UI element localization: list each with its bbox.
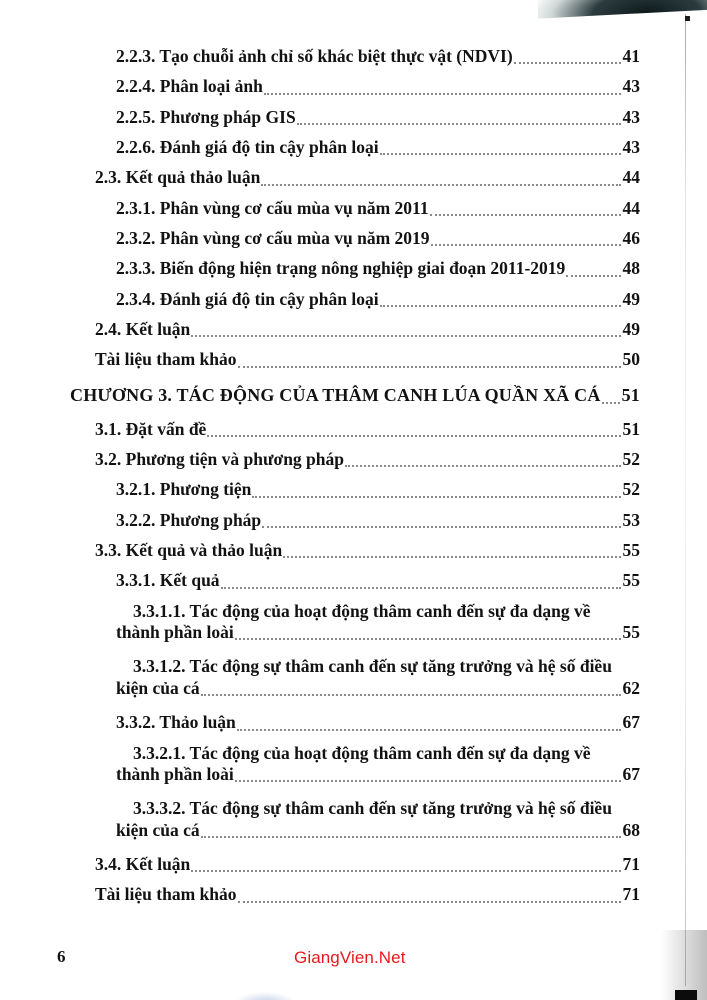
toc-page-number: 52 xyxy=(622,449,640,470)
toc-page-number: 43 xyxy=(622,106,640,127)
dot-leader xyxy=(283,556,620,558)
toc-entry-label: 2.3.4. Đánh giá độ tin cậy phân loại xyxy=(116,288,379,309)
table-of-contents xyxy=(0,46,707,915)
toc-entry-label-continued xyxy=(116,820,640,841)
toc-entry-label: Tài liệu tham khảo xyxy=(95,349,237,370)
toc-page-number: 55 xyxy=(622,570,640,591)
toc-entry[interactable] xyxy=(0,228,707,249)
toc-entry[interactable] xyxy=(0,798,707,841)
toc-entry[interactable] xyxy=(0,601,707,644)
toc-entry[interactable] xyxy=(0,137,707,158)
dot-leader xyxy=(380,153,621,155)
toc-page-number: 62 xyxy=(622,677,640,698)
toc-entry-label: 3.2.2. Phương pháp xyxy=(116,509,262,530)
toc-entry-label: 2.2.3. Tạo chuỗi ảnh chỉ số khác biệt thực vật (NDVI) xyxy=(116,46,513,66)
toc-entry-label-text: kiện của cá xyxy=(116,819,200,840)
toc-page-number: 44 xyxy=(622,197,640,218)
toc-entry-label: 2.3.2. Phân vùng cơ cấu mùa vụ năm 2019 xyxy=(116,228,430,249)
scan-corner-mark xyxy=(685,16,690,21)
toc-entry-label-text: thành phần loài xyxy=(116,763,234,784)
toc-entry[interactable] xyxy=(0,385,707,407)
scan-shadow-bottom-right xyxy=(661,930,707,1000)
toc-entry-label: 3.2. Phương tiện và phương pháp xyxy=(95,449,344,470)
scan-artifact-bottom xyxy=(235,992,295,1000)
toc-entry-label: 3.3.2. Thảo luận xyxy=(116,712,236,733)
toc-entry-label: 3.1. Đặt vấn đề xyxy=(95,418,207,439)
toc-entry-label-continued xyxy=(116,622,640,643)
dot-leader xyxy=(252,496,620,498)
toc-page-number: 55 xyxy=(622,540,640,561)
toc-page-number: 46 xyxy=(622,228,640,249)
dot-leader xyxy=(431,244,621,246)
toc-entry-label-text: thành phần loài xyxy=(116,622,234,643)
toc-page-number: 71 xyxy=(622,853,640,874)
toc-entry-label: 3.2.1. Phương tiện xyxy=(116,479,252,500)
toc-entry-label-text: kiện của cá xyxy=(116,677,200,698)
toc-entry-label: CHƯƠNG 3. TÁC ĐỘNG CỦA THÂM CANH LÚA QUẦN XÃ CÁ xyxy=(70,384,601,405)
toc-page-number: 43 xyxy=(622,137,640,158)
toc-entry[interactable] xyxy=(0,419,707,440)
toc-entry[interactable] xyxy=(0,167,707,188)
dot-leader xyxy=(207,435,620,437)
toc-entry-label: 3.3.3.2. Tác động sự thâm canh đến sự tăng trưởng và hệ số điều xyxy=(133,798,612,819)
toc-entry[interactable] xyxy=(0,884,707,905)
toc-entry-label: 2.3. Kết quả thảo luận xyxy=(95,167,261,188)
dot-leader xyxy=(235,638,621,640)
toc-entry-label: 3.3.1.1. Tác động của hoạt động thâm canh đến sự đa dạng về xyxy=(133,600,591,621)
dot-leader xyxy=(238,901,621,903)
toc-entry[interactable] xyxy=(0,349,707,370)
dot-leader xyxy=(380,305,621,307)
dot-leader xyxy=(566,275,620,277)
toc-entry[interactable] xyxy=(0,76,707,97)
toc-entry-label: 3.3. Kết quả và thảo luận xyxy=(95,540,283,561)
toc-entry[interactable] xyxy=(0,570,707,591)
toc-page-number: 41 xyxy=(622,46,640,66)
toc-entry-label: Tài liệu tham khảo xyxy=(95,884,237,905)
toc-page-number: 67 xyxy=(622,763,640,784)
toc-entry[interactable] xyxy=(0,656,707,699)
toc-page-number: 52 xyxy=(622,479,640,500)
toc-page-number: 51 xyxy=(622,418,640,439)
toc-page-number: 49 xyxy=(622,288,640,309)
dot-leader xyxy=(514,62,621,64)
toc-page-number: 43 xyxy=(622,76,640,97)
toc-page-number: 67 xyxy=(622,712,640,733)
dot-leader xyxy=(264,93,621,95)
toc-entry[interactable] xyxy=(0,449,707,470)
toc-page-number: 48 xyxy=(622,258,640,279)
toc-page-number: 49 xyxy=(622,319,640,340)
toc-entry-label: 2.2.6. Đánh giá độ tin cậy phân loại xyxy=(116,137,379,158)
toc-entry-label: 2.2.4. Phân loại ảnh xyxy=(116,76,263,97)
dot-leader xyxy=(430,214,621,216)
toc-entry[interactable] xyxy=(0,107,707,128)
dot-leader xyxy=(237,729,621,731)
toc-entry-label: 3.3.2.1. Tác động của hoạt động thâm canh đến sự đa dạng về xyxy=(133,742,591,763)
toc-entry-label: 3.3.1. Kết quả xyxy=(116,570,220,591)
toc-entry[interactable] xyxy=(0,319,707,340)
toc-entry[interactable] xyxy=(0,289,707,310)
toc-page-number: 68 xyxy=(622,819,640,840)
toc-page-number: 55 xyxy=(622,622,640,643)
toc-entry[interactable] xyxy=(0,540,707,561)
toc-entry[interactable] xyxy=(0,479,707,500)
scan-shadow-top-right xyxy=(536,0,707,19)
toc-entry[interactable] xyxy=(0,46,707,67)
dot-leader xyxy=(221,587,621,589)
toc-entry[interactable] xyxy=(0,198,707,219)
toc-page-number: 50 xyxy=(622,349,640,370)
toc-page-number: 44 xyxy=(622,167,640,188)
toc-entry[interactable] xyxy=(0,854,707,875)
toc-entry-label: 3.3.1.2. Tác động sự thâm canh đến sự tăng trưởng và hệ số điều xyxy=(133,656,612,677)
page-number: 6 xyxy=(57,947,66,966)
toc-entry[interactable] xyxy=(0,712,707,733)
dot-leader xyxy=(238,366,621,368)
toc-page-number: 71 xyxy=(622,884,640,905)
toc-page-number: 51 xyxy=(621,384,640,405)
dot-leader xyxy=(191,335,620,337)
toc-entry-label: 2.4. Kết luận xyxy=(95,319,191,340)
dot-leader xyxy=(235,780,621,782)
toc-entry-label-continued xyxy=(116,764,640,785)
dot-leader xyxy=(261,184,620,186)
scan-corner-mark-bottom xyxy=(675,990,697,1000)
dot-leader xyxy=(201,836,621,838)
toc-entry[interactable] xyxy=(0,743,707,786)
dot-leader xyxy=(345,465,621,467)
toc-page-number: 53 xyxy=(622,509,640,530)
dot-leader xyxy=(201,694,621,696)
toc-entry-label-continued xyxy=(116,678,640,699)
toc-entry[interactable] xyxy=(0,258,707,279)
toc-entry-label: 2.3.3. Biến động hiện trạng nông nghiệp giai đoạn 2011-2019 xyxy=(116,258,566,279)
watermark: GiangVien.Net xyxy=(294,948,406,967)
dot-leader xyxy=(602,402,620,404)
dot-leader xyxy=(191,870,620,872)
toc-entry-label: 2.2.5. Phương pháp GIS xyxy=(116,106,296,127)
dot-leader xyxy=(262,526,620,528)
toc-entry[interactable] xyxy=(0,510,707,531)
dot-leader xyxy=(297,123,621,125)
toc-entry-label: 3.4. Kết luận xyxy=(95,853,191,874)
toc-entry-label: 2.3.1. Phân vùng cơ cấu mùa vụ năm 2011 xyxy=(116,197,429,218)
